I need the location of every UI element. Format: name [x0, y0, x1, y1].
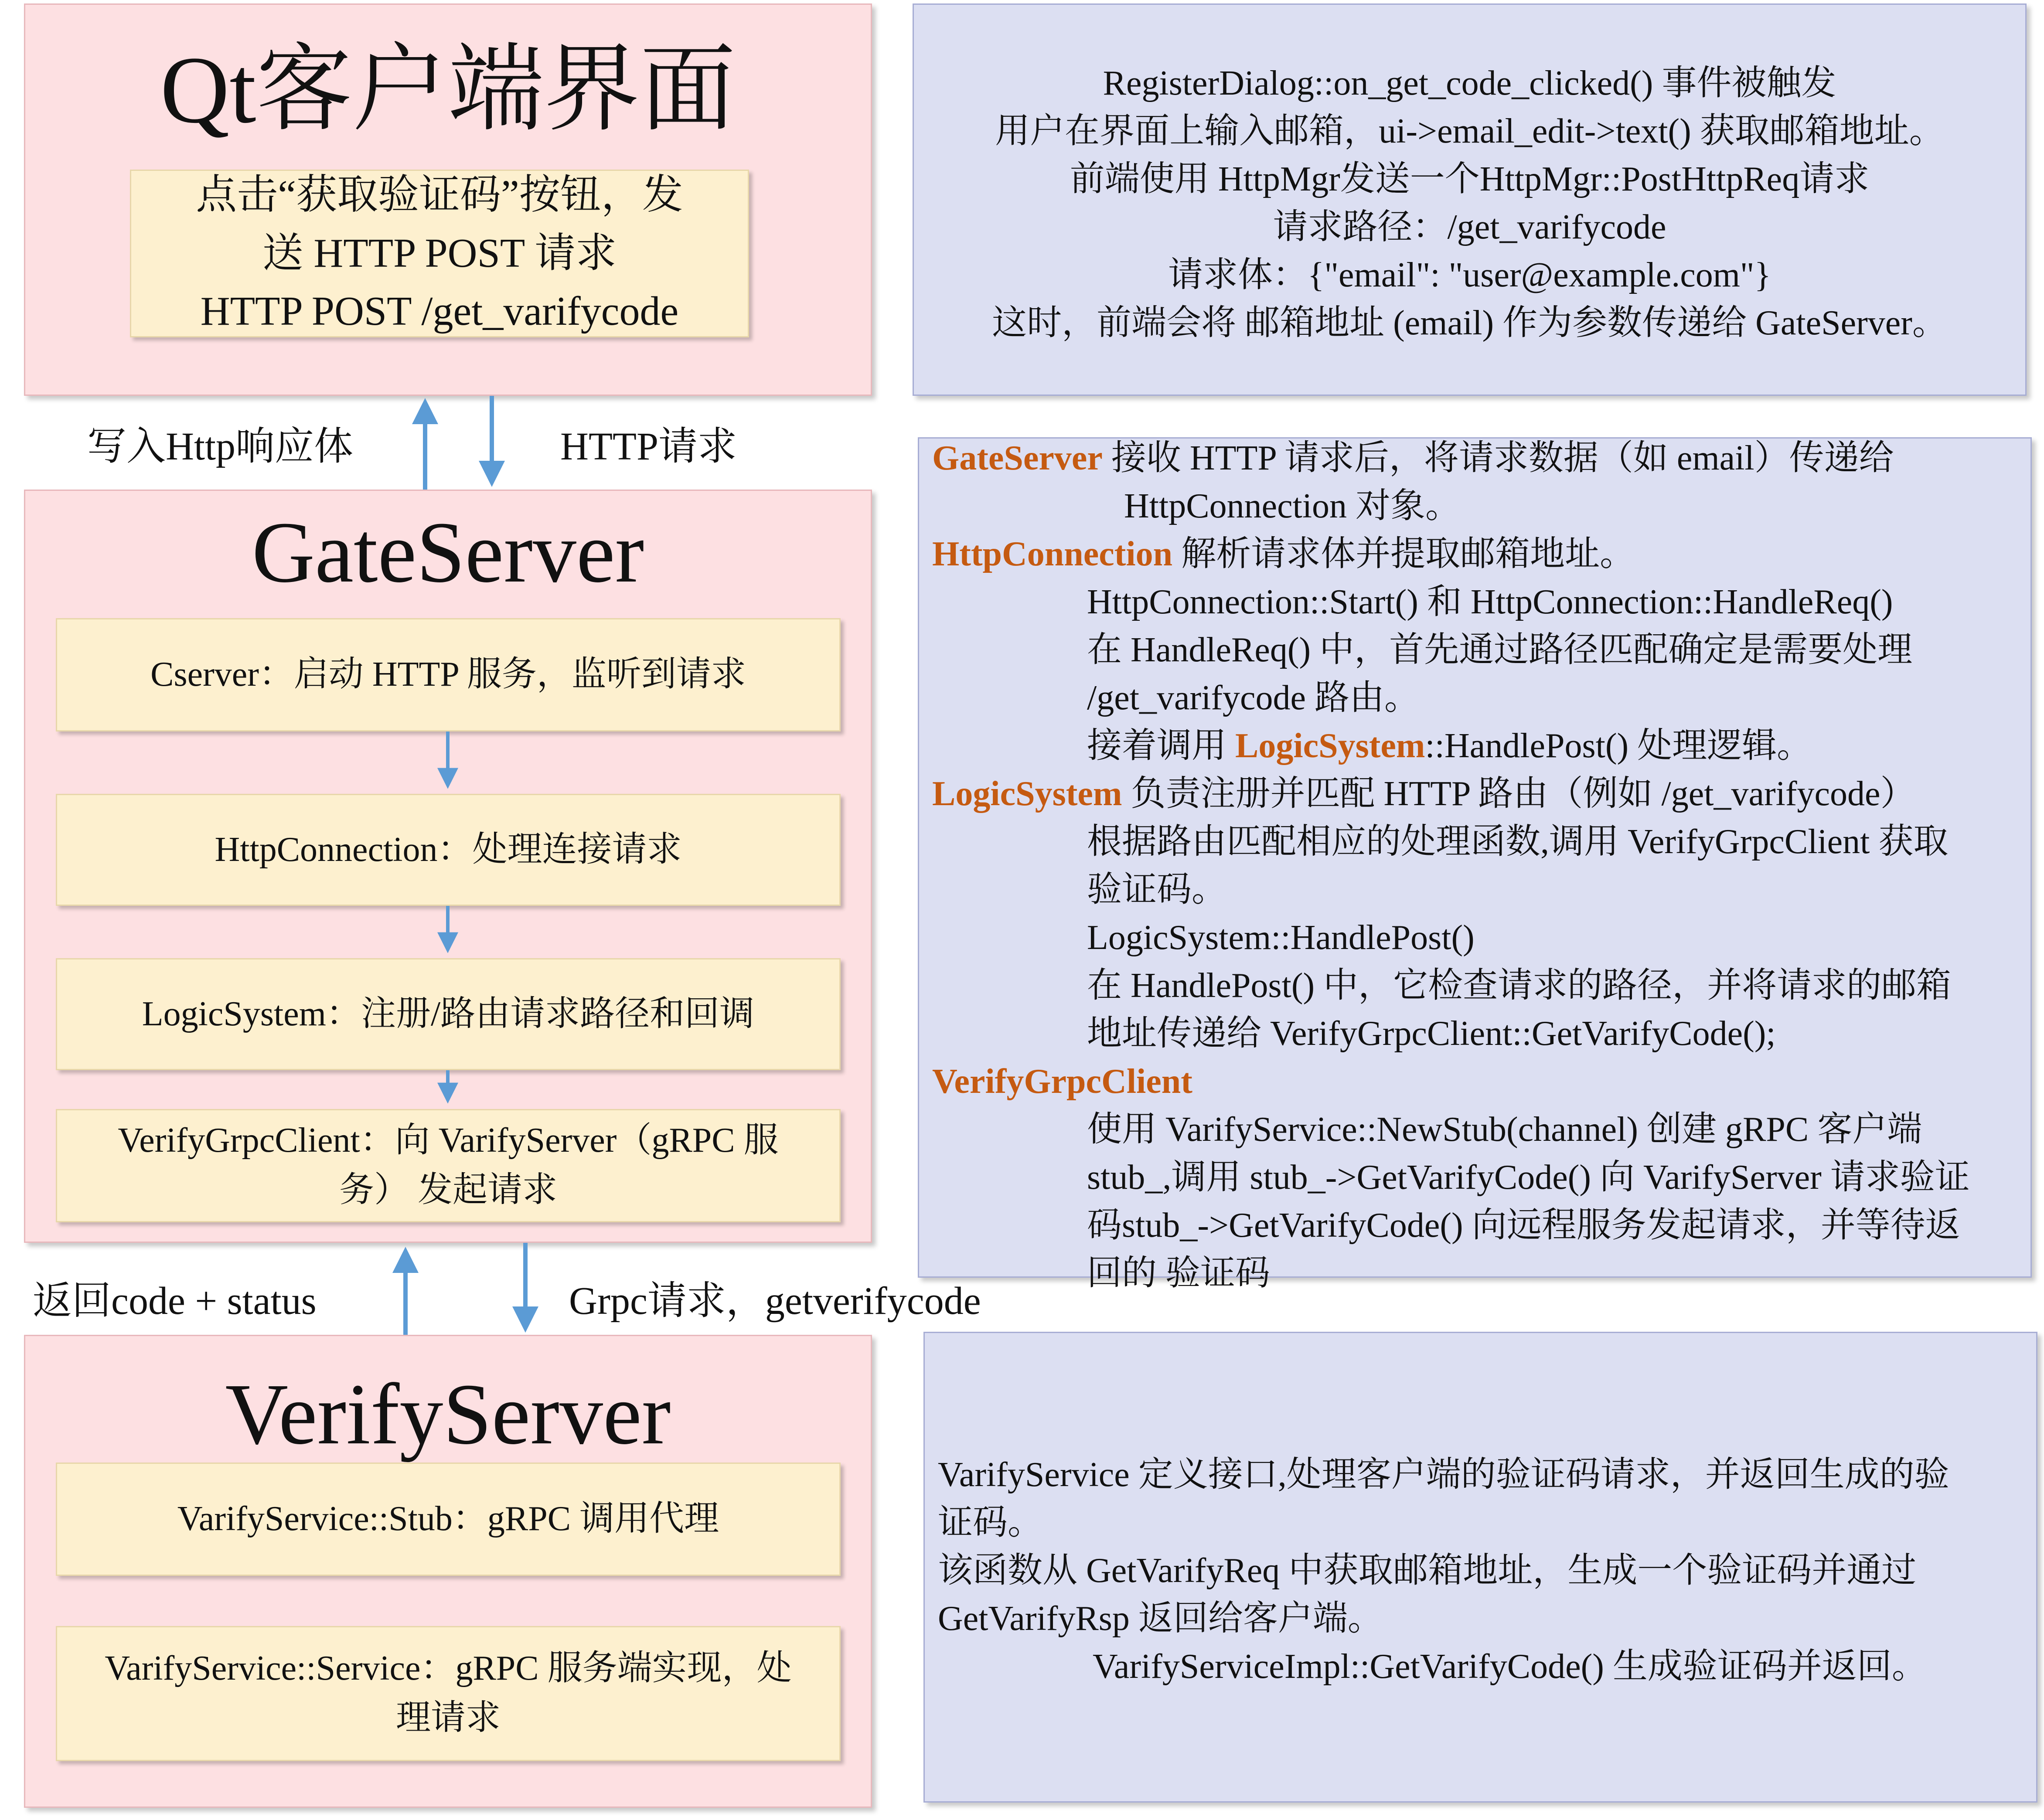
verifygrpcclient-heading: VerifyGrpcClient: [932, 1062, 1192, 1101]
verify-desc-line-3: 该函数从 GetVarifyReq 中获取邮箱地址，生成一个验证码并通过: [938, 1551, 1917, 1590]
client-desc-line-1: RegisterDialog::on_get_code_clicked() 事件被触发: [1103, 64, 1836, 102]
http-request-label: HTTP请求: [560, 425, 737, 468]
gate-desc-line-9: 根据路由匹配相应的处理函数,调用 VerifyGrpcClient 获取: [1087, 823, 1949, 861]
qt-client-title: Qt客户端界面: [160, 37, 736, 143]
gate-desc-line-6: /get_varifycode 路由。: [1087, 679, 1419, 717]
client-desc-line-2: 用户在界面上输入邮箱，ui->email_edit->text() 获取邮箱地址。: [995, 112, 1944, 150]
gate-desc-line-1-text: 接收 HTTP 请求后，将请求数据（如 email）传递给: [1102, 439, 1894, 477]
client-desc-line-3: 前端使用 HttpMgr发送一个HttpMgr::PostHttpReq请求: [1070, 160, 1870, 198]
varifyservice-stub-box: VarifyService::Stub：gRPC 调用代理: [56, 1463, 841, 1576]
gate-desc-line-15: stub_,调用 stub_->GetVarifyCode() 向 VarifyServer 请求验证: [1087, 1158, 1970, 1197]
gate-desc-line-3: [932, 530, 1635, 578]
qt-request-line-1: 点击“获取验证码”按钮，发: [196, 172, 683, 218]
client-description-panel: [913, 3, 2027, 396]
write-http-response-label: 写入Http响应体: [87, 425, 354, 468]
verify-desc-line-2: 证码。: [938, 1504, 1042, 1542]
qt-request-line-2: 送 HTTP POST 请求: [262, 230, 617, 276]
qt-request-line-3: HTTP POST /get_varifycode: [200, 289, 679, 334]
client-desc-line-5: 请求体：{"email": "user@example.com"}: [1168, 256, 1771, 294]
verifygrpcclient-line-1: VerifyGrpcClient：向 VarifyServer（gRPC 服: [118, 1121, 779, 1160]
gateserver-heading: GateServer: [932, 439, 1103, 477]
verify-desc-line-5: VarifyServiceImpl::GetVarifyCode() 生成验证码并返回。: [1093, 1647, 1927, 1686]
gate-desc-line-10: 验证码。: [1087, 871, 1226, 909]
verifyserver-description-panel: [923, 1332, 2037, 1803]
gate-desc-line-1: [932, 434, 1894, 482]
gate-desc-line-14: 使用 VarifyService::NewStub(channel) 创建 gRPC 客户端: [1087, 1110, 1922, 1149]
gate-desc-line-3-text: 解析请求体并提取邮箱地址。: [1172, 535, 1635, 573]
grpc-request-label: Grpc请求，getverifycode: [569, 1279, 981, 1323]
verifygrpcclient-line-2: 务） 发起请求: [339, 1171, 557, 1209]
gate-desc-line-8: [932, 770, 1915, 818]
gate-desc-line-17: 回的 验证码: [1087, 1254, 1270, 1293]
gate-desc-line-8-text: 负责注册并匹配 HTTP 路由（例如 /get_varifycode）: [1122, 775, 1915, 813]
varifyservice-service-line-1: VarifyService::Service：gRPC 服务端实现，处: [105, 1649, 792, 1688]
logicsystem-box: LogicSystem：注册/路由请求路径和回调: [56, 958, 841, 1070]
gate-desc-line-7-pre: 接着调用: [1087, 727, 1235, 765]
client-desc-line-4: 请求路径：/get_varifycode: [1273, 208, 1666, 246]
return-code-status-label: 返回code + status: [33, 1279, 317, 1323]
cserver-box: Cserver：启动 HTTP 服务，监听到请求: [56, 618, 841, 731]
gate-desc-line-12: 在 HandlePost() 中，它检查请求的路径，并将请求的邮箱: [1087, 966, 1952, 1005]
gate-desc-line-11: LogicSystem::HandlePost(): [1087, 919, 1475, 957]
gateserver-description-panel: [918, 437, 2032, 1293]
gate-desc-line-4: HttpConnection::Start() 和 HttpConnection::HandleReq(): [1087, 583, 1893, 621]
gate-desc-line-5: 在 HandleReq() 中，首先通过路径匹配确定是需要处理: [1087, 631, 1913, 669]
verifyserver-title: VerifyServer: [225, 1366, 671, 1463]
gate-desc-line-16: 码stub_->GetVarifyCode() 向远程服务发起请求，并等待返: [1087, 1206, 1960, 1245]
client-desc-line-6: 这时，前端会将 邮箱地址 (email) 作为参数传递给 GateServer。: [992, 304, 1947, 342]
gateserver-title: GateServer: [252, 504, 644, 601]
gate-desc-line-2: HttpConnection 对象。: [1124, 487, 1461, 525]
gate-desc-line-7: [1087, 722, 1812, 770]
logicsystem-heading: LogicSystem: [932, 775, 1122, 813]
httpconnection-heading: HttpConnection: [932, 535, 1173, 573]
varifyservice-service-line-2: 理请求: [395, 1699, 501, 1737]
verify-desc-line-4: GetVarifyRsp 返回给客户端。: [938, 1599, 1383, 1638]
httpconnection-box: HttpConnection：处理连接请求: [56, 794, 841, 906]
verify-desc-line-1: VarifyService 定义接口,处理客户端的验证码请求，并返回生成的验: [938, 1456, 1949, 1494]
gate-desc-line-7-post: ::HandlePost() 处理逻辑。: [1425, 727, 1812, 765]
gate-desc-line-13: 地址传递给 VerifyGrpcClient::GetVarifyCode();: [1087, 1014, 1776, 1053]
logicsystem-inline-highlight: LogicSystem: [1235, 727, 1425, 765]
